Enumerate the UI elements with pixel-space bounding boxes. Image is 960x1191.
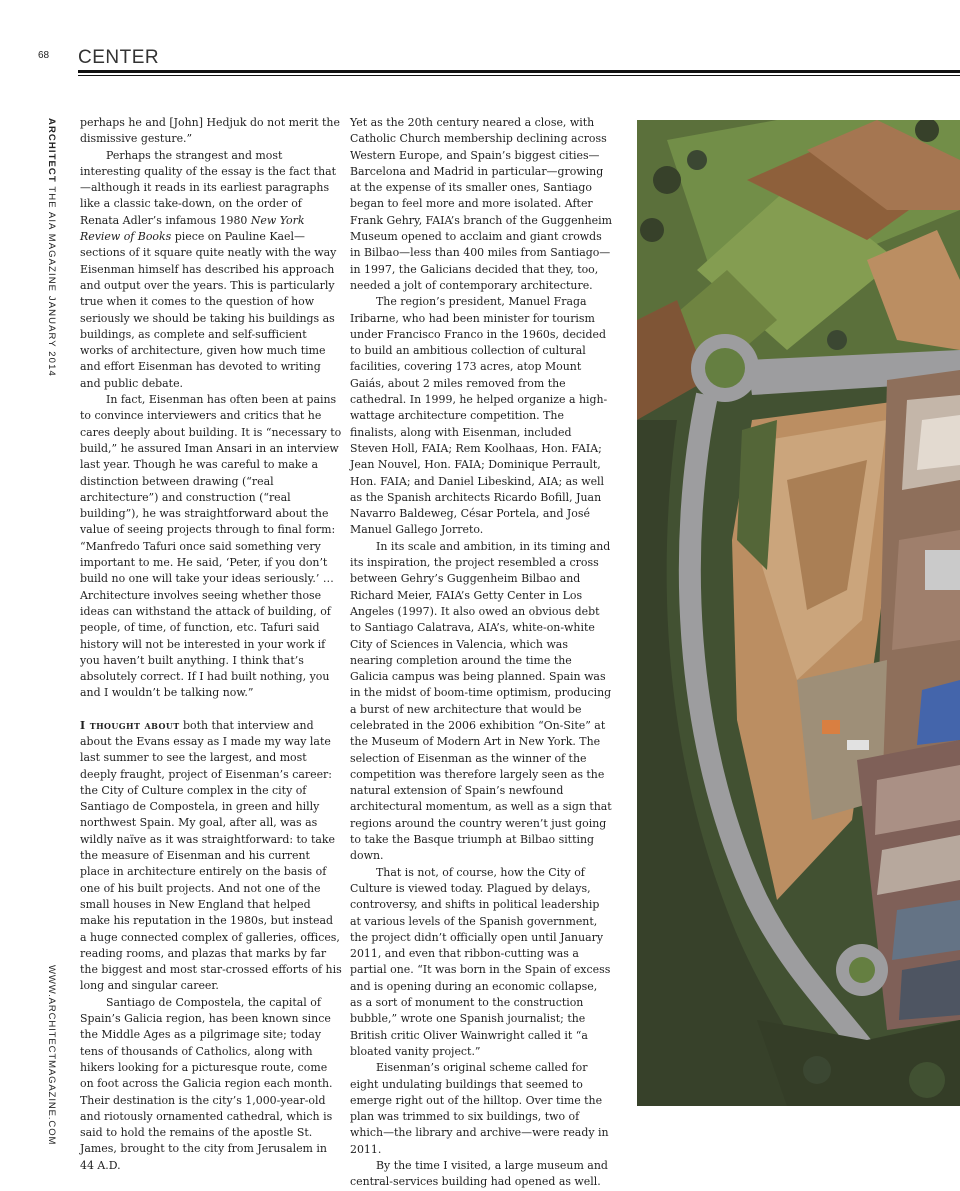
- paragraph: [80, 148, 342, 392]
- publication-title: New York Review of Books: [80, 213, 305, 244]
- section-lead-in: I thought about: [80, 718, 180, 732]
- section-paragraph: [80, 718, 342, 995]
- paragraph: Eisenman’s original scheme called for eight undulating buildings that seemed to emerge right out of the hilltop. Over time the plan was trimmed to six buildings, two of which—the library and archive—were ready in 2011.: [350, 1061, 609, 1156]
- section-title: CENTER: [78, 47, 160, 68]
- paragraph: Santiago de Compostela, the capital of Spain’s Galicia region, has been known since the Middle Ages as a pilgrimage site; today tens of thousands of Catholics, along with hikers looking for a picturesque route, come on foot across the Galicia region each month. Their destination is the city’s 1,000-year-old and riotously ornamented cathedral, which is said to hold the remains of the apostle St. James, brought to the city from Jerusalem in 44 A.D.: [80, 995, 333, 1172]
- text-column-middle: [350, 115, 612, 1191]
- magazine-credit: [46, 118, 57, 377]
- website-credit: WWW.ARCHITECTMAGAZINE.COM: [46, 965, 57, 1146]
- paragraph: In fact, Eisenman has often been at pains to convince interviewers and critics that he cares deeply about building. It is “necessary to build,” he assured Iman Ansari in an interview last year. Though he was careful to make a distinction between drawing (“real architecture”) and construction (“real building”), he was straightforward about the value of seeing projects through to final form: “Manfredo Tafuri once said something very important to me. He said, ‘Peter, if you don’t build no one will take your ideas seriously.’ … Architecture involves seeing whether those ideas can withstand the attack of building, of people, of time, of function, etc. Tafuri said history will not be interested in your work if you haven’t built anything. I think that’s absolutely correct. If I had built nothing, you and I wouldn’t be talking now.”: [80, 393, 342, 700]
- header-rule-thin: [78, 75, 960, 76]
- paragraph: Yet as the 20th century neared a close, with Catholic Church membership declining across Western Europe, and Spain’s biggest cities—Barcelona and Madrid in particular—growing at the expense of its smaller ones, Santiago began to feel more and more isolated. After Frank Gehry, FAIA’s branch of the Guggenheim Museum opened to acclaim and giant crowds in Bilbao—less than 400 miles from Santiago—in 1997, the Galicians decided that they, too, needed a jolt of contemporary architecture.: [350, 116, 612, 292]
- header-rule-thick: [78, 70, 960, 73]
- paragraph: perhaps he and [John] Hedjuk do not merit the dismissive gesture.”: [80, 116, 340, 146]
- text-column-left: [80, 115, 342, 1174]
- magazine-name: ARCHITECT: [46, 118, 57, 183]
- paragraph: In its scale and ambition, in its timing and its inspiration, the project resembled a cross between Gehry’s Guggenheim Bilbao and Richard Meier, FAIA’s Getty Center in Los Angeles (1997). It also owed an obvious debt to Santiago Calatrava, AIA’s, white-on-white City of Sciences in Valencia, which was nearing completion around the time the Galicia campus was being planned. Spain was in the midst of boom-time optimism, producing a burst of new architecture that would be celebrated in the 2006 exhibition “On-Site” at the Museum of Modern Art in New York. The selection of Eisenman as the winner of the competition was therefore largely seen as the natural extension of Spain’s newfound architectural momentum, as well as a sign that regions around the country weren’t just going to take the Basque triumph at Bilbao sitting down.: [350, 539, 612, 863]
- magazine-issue: THE AIA MAGAZINE JANUARY 2014: [46, 182, 57, 377]
- paragraph-text: piece on Pauline Kael—sections of it square quite neatly with the way Eisenman himself has described his approach and output over the years. This is particularly true when it comes to the question of how seriously we should be taking his buildings as buildings, as complete and self-sufficient works of architecture, given how much time and effort Eisenman has devoted to writing and public debate.: [80, 230, 337, 390]
- page-number: 68: [38, 50, 50, 61]
- paragraph-text: both that interview and about the Evans essay as I made my way late last summer to see the largest, and most deeply fraught, project of Eisenman’s career: the City of Culture complex in the city of Santiago de Compostela, in green and hilly northwest Spain. My goal, after all, was as wildly naïve as it was straightforward: to take the measure of Eisenman and his current place in architecture entirely on the basis of one of his built projects. And not one of the small houses in New England that helped make his reputation in the 1980s, but instead a huge connected complex of galleries, offices, reading rooms, and plazas that marks by far the biggest and most star-crossed efforts of his long and singular career.: [80, 718, 342, 993]
- paragraph: The region’s president, Manuel Fraga Iribarne, who had been minister for tourism under Francisco Franco in the 1960s, decided to build an ambitious collection of cultural facilities, covering 173 acres, atop Mount Gaiás, about 2 miles removed from the cathedral. In 1999, he helped organize a high-wattage architecture competition. The finalists, along with Eisenman, included Steven Holl, FAIA; Rem Koolhaas, Hon. FAIA; Jean Nouvel, Hon. FAIA; Dominique Perrault, Hon. FAIA; and Daniel Libeskind, AIA; as well as the Spanish architects Ricardo Bofill, Juan Navarro Baldeweg, César Portela, and José Manuel Gallego Jorreto.: [350, 295, 608, 537]
- paragraph: That is not, of course, how the City of Culture is viewed today. Plagued by delays, controversy, and shifts in political leadership at various levels of the Spanish government, the project didn’t officially open until January 2011, and even that ribbon-cutting was a partial one. “It was born in the Spain of excess and is opening during an economic collapse, as a sort of monument to the construction bubble,” wrote one Spanish journalist; the British critic Oliver Wainwright called it “a bloated vanity project.”: [350, 865, 611, 1058]
- aerial-photo-illustration: [637, 120, 960, 1106]
- aerial-photo: [637, 120, 960, 1106]
- paragraph: By the time I visited, a large museum and central-services building had opened as well.: [350, 1159, 608, 1189]
- paragraph-text: Perhaps the strangest and most interesting quality of the essay is the fact that—although it reads in its earliest paragraphs like a classic take-down, on the order of Renata Adler’s infamous 1980: [80, 148, 337, 227]
